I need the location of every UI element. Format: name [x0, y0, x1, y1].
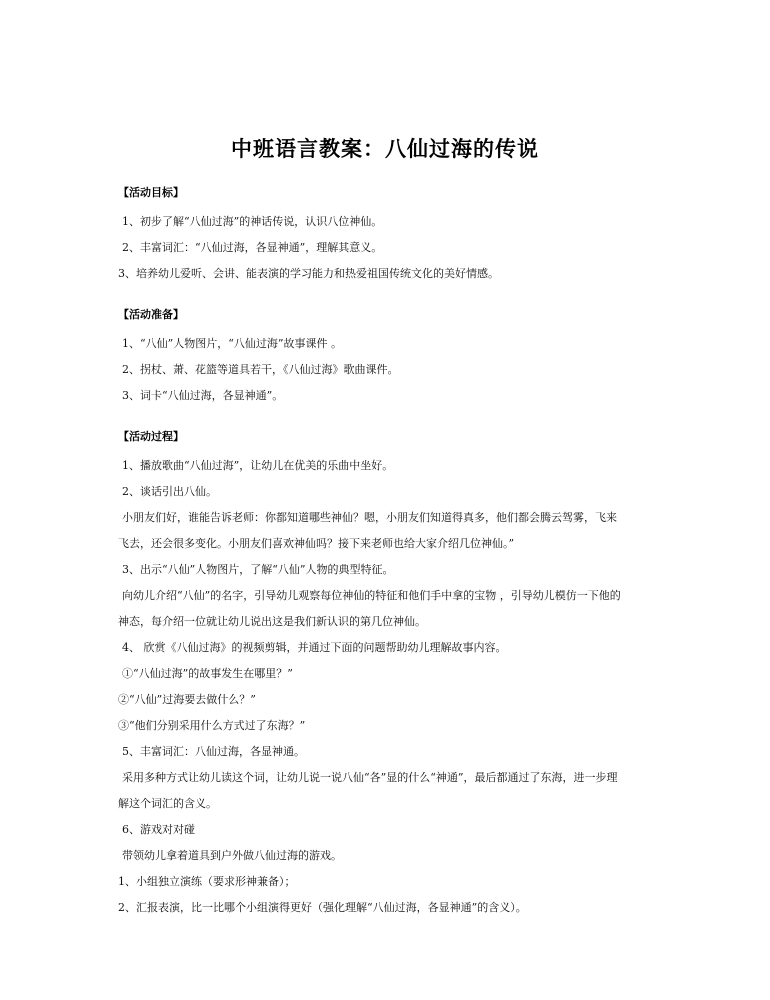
process-line: 神态，每介绍一位就让幼儿说出这是我们新认识的第几位神仙。: [118, 615, 426, 628]
prep-item: 1、“八仙”人物图片，“八仙过海”故事课件 。: [122, 337, 342, 350]
document-title: 中班语言教案：八仙过海的传说: [231, 136, 539, 161]
process-line: 2、汇报表演，比一比哪个小组演得更好（强化理解“八仙过海，各显神通”的含义）。: [118, 901, 527, 914]
goals-section: [118, 183, 678, 287]
process-line: 6、游戏对对碰: [122, 823, 195, 836]
process-line: ③“他们分别采用什么方式过了东海？”: [118, 719, 306, 732]
process-line: 1、小组独立演练（要求形神兼备）；: [118, 875, 296, 888]
process-line: 向幼儿介绍“八仙”的名字，引导幼儿观察每位神仙的特征和他们手中拿的宝物 ，引导幼儿模仿一下他的: [122, 589, 621, 602]
process-line: 3、出示“八仙”人物图片，了解“八仙”人物的典型特征。: [122, 563, 394, 576]
process-line: ①“八仙过海”的故事发生在哪里？”: [122, 667, 293, 680]
prep-item: 3、词卡“八仙过海，各显神通”。: [122, 389, 284, 402]
goal-item: 3、培养幼儿爱听、会讲、能表演的学习能力和热爱祖国传统文化的美好情感。: [118, 267, 499, 280]
process-line: 1、播放歌曲“八仙过海”，让幼儿在优美的乐曲中坐好。: [122, 459, 394, 472]
process-line: 2、谈话引出八仙。: [122, 485, 217, 498]
prep-section: [118, 305, 678, 409]
goal-item: 1、初步了解“八仙过海”的神话传说，认识八位神仙。: [122, 215, 383, 228]
prep-item: 2、拐杖、萧、花篮等道具若干，《八仙过海》歌曲课件。: [122, 363, 399, 376]
process-section: [118, 427, 678, 921]
process-line: ②“八仙”过海要去做什么？”: [118, 693, 256, 706]
process-line: 5、丰富词汇：八仙过海，各显神通。: [122, 745, 305, 758]
process-heading: 【活动过程】: [118, 430, 184, 443]
process-line: 飞去，还会很多变化。小朋友们喜欢神仙吗？接下来老师也给大家介绍几位神仙。”: [118, 537, 515, 550]
goals-heading: 【活动目标】: [118, 186, 184, 199]
process-line: 4、 欣赏《八仙过海》的视频剪辑，并通过下面的问题帮助幼儿理解故事内容。: [122, 641, 507, 654]
process-line: 小朋友们好，谁能告诉老师：你都知道哪些神仙？嗯，小朋友们知道得真多，他们都会腾云驾雾，飞来: [122, 511, 617, 524]
prep-heading: 【活动准备】: [118, 308, 184, 321]
process-line: 采用多种方式让幼儿读这个词，让幼儿说一说八仙“各”显的什么“神通”，最后都通过了东海，进一步理: [122, 771, 618, 784]
process-line: 解这个词汇的含义。: [118, 797, 217, 810]
goal-item: 2、丰富词汇：“八仙过海，各显神通”，理解其意义。: [122, 241, 383, 254]
process-line: 带领幼儿拿着道具到户外做八仙过海的游戏。: [122, 849, 342, 862]
